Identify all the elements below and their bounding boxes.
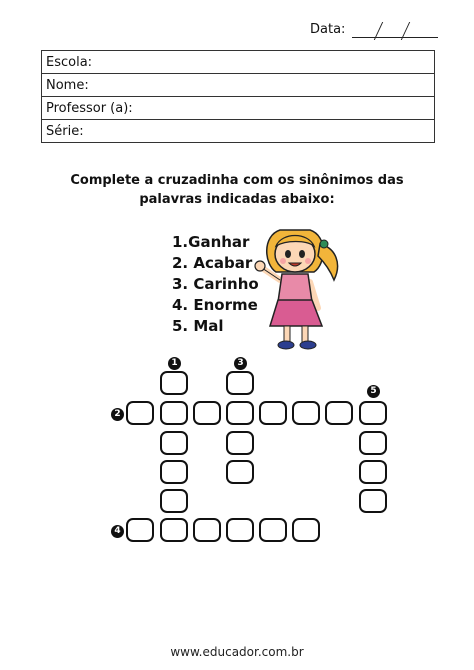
crossword-cell[interactable]: [160, 431, 188, 455]
clue-item: 4. Enorme: [172, 296, 258, 314]
clue-number-1: 1: [168, 357, 181, 370]
instructions-text: Complete a cruzadinha com os sinônimos das palavras indicadas abaixo:: [70, 173, 404, 207]
footer-website: www.educador.com.br: [170, 645, 304, 659]
clue-number-3: 3: [234, 357, 247, 370]
crossword-cell[interactable]: [359, 460, 387, 484]
crossword-cell[interactable]: [226, 460, 254, 484]
crossword-cell[interactable]: [226, 371, 254, 395]
date-line[interactable]: [352, 37, 438, 38]
crossword-cell[interactable]: [160, 460, 188, 484]
teacher-field[interactable]: Professor (a):: [42, 97, 434, 120]
school-field[interactable]: Escola:: [42, 51, 434, 74]
crossword-cell[interactable]: [160, 518, 188, 542]
clue-item: 3. Carinho: [172, 275, 259, 293]
crossword-cell[interactable]: [160, 401, 188, 425]
girl-illustration: [252, 222, 342, 354]
crossword-cell[interactable]: [359, 431, 387, 455]
clue-item: 1.Ganhar: [172, 233, 250, 251]
name-field[interactable]: Nome:: [42, 74, 434, 97]
crossword-cell[interactable]: [193, 518, 221, 542]
crossword-cell[interactable]: [359, 489, 387, 513]
clue-item: 5. Mal: [172, 317, 224, 335]
clue-number-2: 2: [111, 408, 124, 421]
crossword-cell[interactable]: [160, 371, 188, 395]
crossword-cell[interactable]: [292, 401, 320, 425]
clue-number-5: 5: [367, 385, 380, 398]
crossword-cell[interactable]: [292, 518, 320, 542]
grade-field[interactable]: Série:: [46, 124, 84, 139]
crossword-cell[interactable]: [259, 518, 287, 542]
clue-list: [172, 232, 259, 337]
crossword-cell[interactable]: [325, 401, 353, 425]
crossword-cell[interactable]: [259, 401, 287, 425]
crossword-cell[interactable]: [226, 401, 254, 425]
crossword-cell[interactable]: [193, 401, 221, 425]
date-label: Data:: [310, 22, 346, 37]
student-info-table: [41, 50, 435, 143]
crossword-cell[interactable]: [226, 518, 254, 542]
crossword-cell[interactable]: [359, 401, 387, 425]
date-field: [310, 22, 440, 42]
crossword-cell[interactable]: [126, 401, 154, 425]
clue-item: 2. Acabar: [172, 254, 253, 272]
crossword-cell[interactable]: [160, 489, 188, 513]
clue-number-4: 4: [111, 525, 124, 538]
crossword-cell[interactable]: [126, 518, 154, 542]
crossword-cell[interactable]: [226, 431, 254, 455]
